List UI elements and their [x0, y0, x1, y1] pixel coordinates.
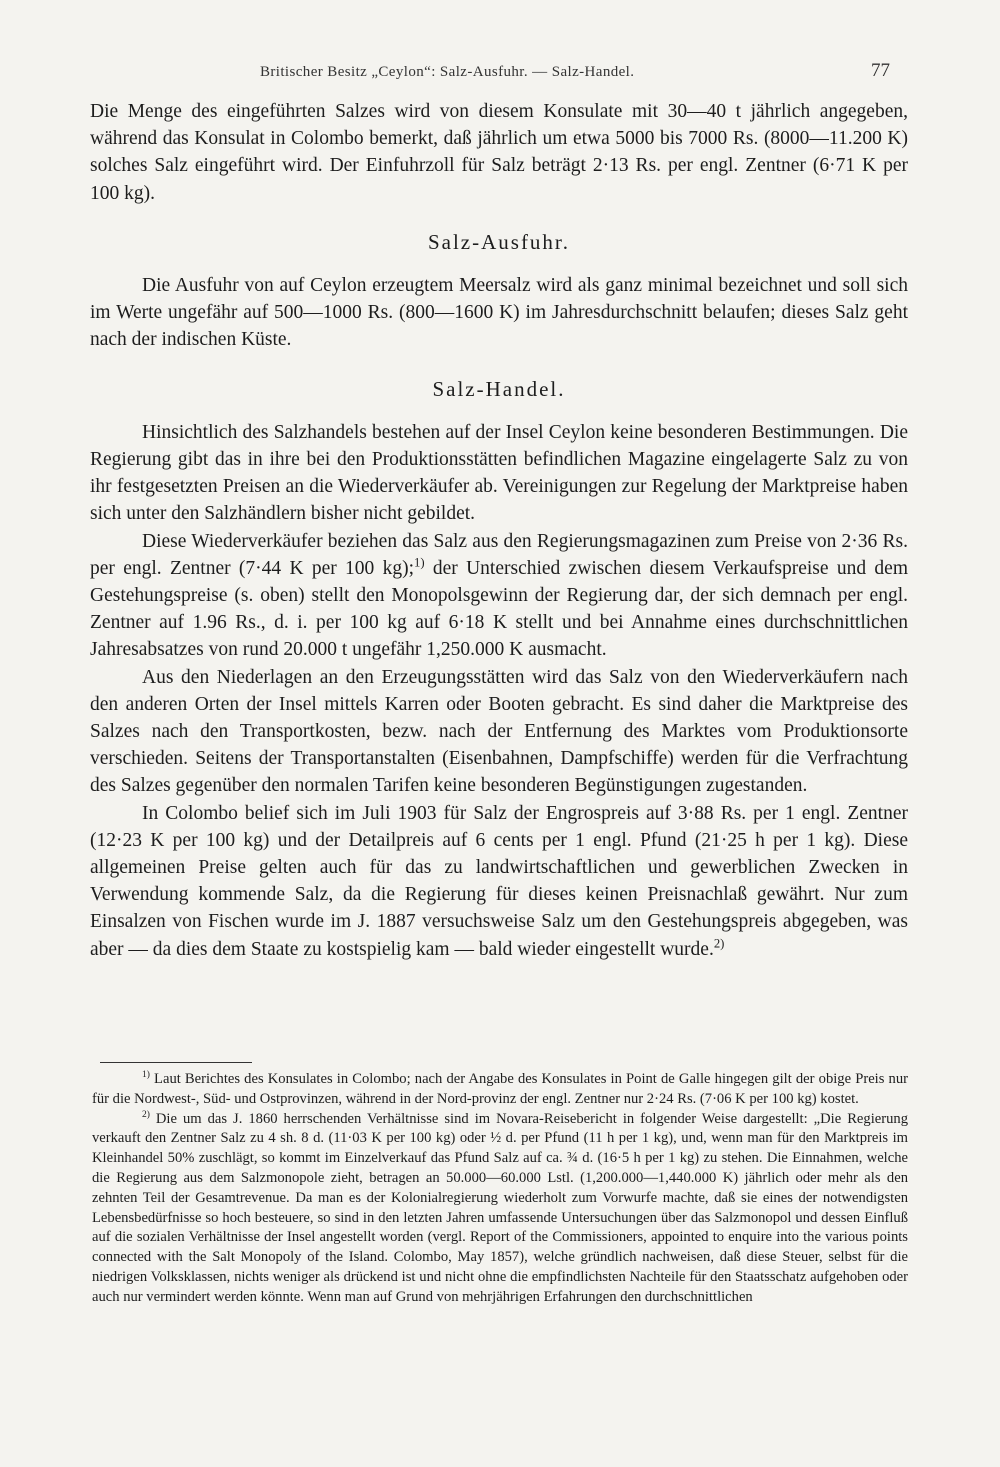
paragraph-handel-3: Aus den Niederlagen an den Erzeugungsstätten wird das Salz von den Wiederverkäufern nach den anderen Orten der Insel mittels Karren oder Booten gebracht. Es sind daher die Marktpreise des Salzes nach den Transportkosten, bezw. nach der Entfernung des Marktes vom Produktionsorte verschieden. Seitens der Transportanstalten (Eisenbahnen, Dampfschiffe) werden für die Verfrachtung des Salzes gegenüber den normalen Tarifen keine besonderen Begünstigungen zugestanden. — [90, 666, 908, 797]
footnote-rule — [100, 1062, 252, 1063]
running-head — [90, 60, 910, 90]
paragraph-handel-2-part-a: Diese Wiederverkäufer beziehen das Salz aus den Regierungsmagazinen zum Preise von 2·36 Rs. per engl. Zentner (7·44 K per 100 kg); — [90, 530, 908, 579]
paragraph-handel-2-part-b: der Unterschied zwischen diesem Verkaufspreise und dem Gestehungspreise (s. oben) stellt den Monopolsgewinn der Regierung dar, der sich demnach per engl. Zentner auf 1.96 Rs., d. i. per 100 kg auf 6·18 K stellt und bei Annahme eines durchschnittlichen Jahresabsatzes von rund 20.000 t ungefähr 1,250.000 K ausmacht. — [90, 557, 908, 661]
paragraph-handel-2 — [90, 528, 908, 664]
paragraph-handel-1: Hinsichtlich des Salzhandels bestehen auf der Insel Ceylon keine besonderen Bestimmungen. Die Regierung gibt das in ihre bei den Produktionsstätten befindlichen Magazine eingelagerte Salz zu von ihr festgesetzten Preisen an die Wiederverkäufer ab. Vereinigungen zur Regelung der Marktpreise haben sich unter den Salzhändlern bisher nicht gebildet. — [90, 421, 908, 525]
body-text — [90, 98, 908, 963]
footnotes — [92, 1070, 908, 1308]
page-number: 77 — [871, 60, 890, 81]
footnote-marker-1: 1) — [142, 1070, 150, 1081]
paragraph-handel-4-text: In Colombo belief sich im Juli 1903 für Salz der Engrospreis auf 3·88 Rs. per 1 engl. Zentner (12·23 K per 100 kg) und der Detailpreis auf 6 cents per 1 engl. Pfund (21·25 h per 1 kg). Diese allgemeinen Preise gelten auch für das zu landwirtschaftlichen und gewerblichen Zwecken in Verwendung kommende Salz, da die Regierung für dieses keinen Preisnachlaß gewährt. Nur zum Einsalzen von Fischen wurde im J. 1887 versuchsweise Salz um den Gestehungspreis abgegeben, was aber — da dies dem Staate zu kostspielig kam — bald wieder eingestellt wurde. — [90, 802, 908, 960]
intro-paragraph: Die Menge des eingeführten Salzes wird von diesem Konsulate mit 30—40 t jährlich angegeben, während das Konsulat in Colombo bemerkt, daß jährlich um etwa 5000 bis 7000 Rs. (8000—11.200 K) solches Salz eingeführt wird. Der Einfuhrzoll für Salz beträgt 2·13 Rs. per engl. Zentner (6·71 K per 100 kg). — [90, 101, 908, 204]
heading-salz-handel: Salz-Handel. — [432, 376, 566, 401]
footnote-1 — [92, 1070, 908, 1110]
paragraph-salz-ausfuhr: Die Ausfuhr von auf Ceylon erzeugtem Meersalz wird als ganz minimal bezeichnet und soll sich im Werte ungefähr auf 500—1000 Rs. (800—1600 K) im Jahresdurchschnitt belaufen; dieses Salz geht nach der indischen Küste. — [90, 275, 908, 351]
footnote-1-text: Laut Berichtes des Konsulates in Colombo; nach der Angabe des Konsulates in Point de Galle hingegen gilt der obige Preis nur für die Nordwest-, Süd- und Ostprovinzen, während in der Nord-provinz der engl. Zentner nur 2·24 Rs. (7·06 K per 100 kg) kostet. — [92, 1071, 908, 1107]
footnote-ref-2[interactable]: 2) — [713, 936, 725, 951]
paragraph-handel-4 — [90, 800, 908, 963]
footnote-2-text: Die um das J. 1860 herrschenden Verhältnisse sind im Novara-Reisebericht in folgender Weise dargestellt: „Die Regierung verkauft den Zentner Salz zu 4 sh. 8 d. (11·03 K per 100 kg) oder ½ d. per Pfund (11 h per 1 kg), und, wenn man für den Marktpreis im Kleinhandel 50% zuschlägt, so kommt im Einzelverkauf das Pfund Salz auf ca. ¾ d. (16·5 h per 1 kg) zu stehen. Die Einnahmen, welche die Regierung aus dem Salzmonopole zieht, betragen an 50.000—60.000 Lstl. (1,200.000—1,440.000 K) jährlich oder mehr als den zehnten Teil der Gesamtrevenue. Da man es der Kolonialregierung wiederholt zum Vorwurfe machte, daß sie eines der notwendigsten Lebensbedürfnisse so hoch besteuere, so sind in den letzten Jahren umfassende Untersuchungen über das Salzmonopol und dessen Einfluß auf die sozialen Verhältnisse der Insel angestellt worden (vergl. Report of the Commissioners, appointed to enquire into the various points connected with the Salt Monopoly of the Island. Colombo, May 1857), welche gründlich nachweisen, daß diese Steuer, selbst für die niedrigen Volksklassen, nichts weniger als drückend ist und nicht ohne die empfindlichsten Nachteile für den Staatsschatz aufgehoben oder auch nur vermindert werden könnte. Wenn man auf Grund von mehrjährigen Erfahrungen den durchschnittlichen — [92, 1110, 908, 1305]
footnote-ref-1[interactable]: 1) — [414, 555, 425, 570]
footnote-2 — [92, 1110, 908, 1308]
heading-salz-ausfuhr: Salz-Ausfuhr. — [427, 229, 571, 254]
running-title: Britischer Besitz „Ceylon“: Salz-Ausfuhr. — Salz-Handel. — [260, 64, 635, 80]
footnote-marker-2: 2) — [142, 1109, 150, 1120]
